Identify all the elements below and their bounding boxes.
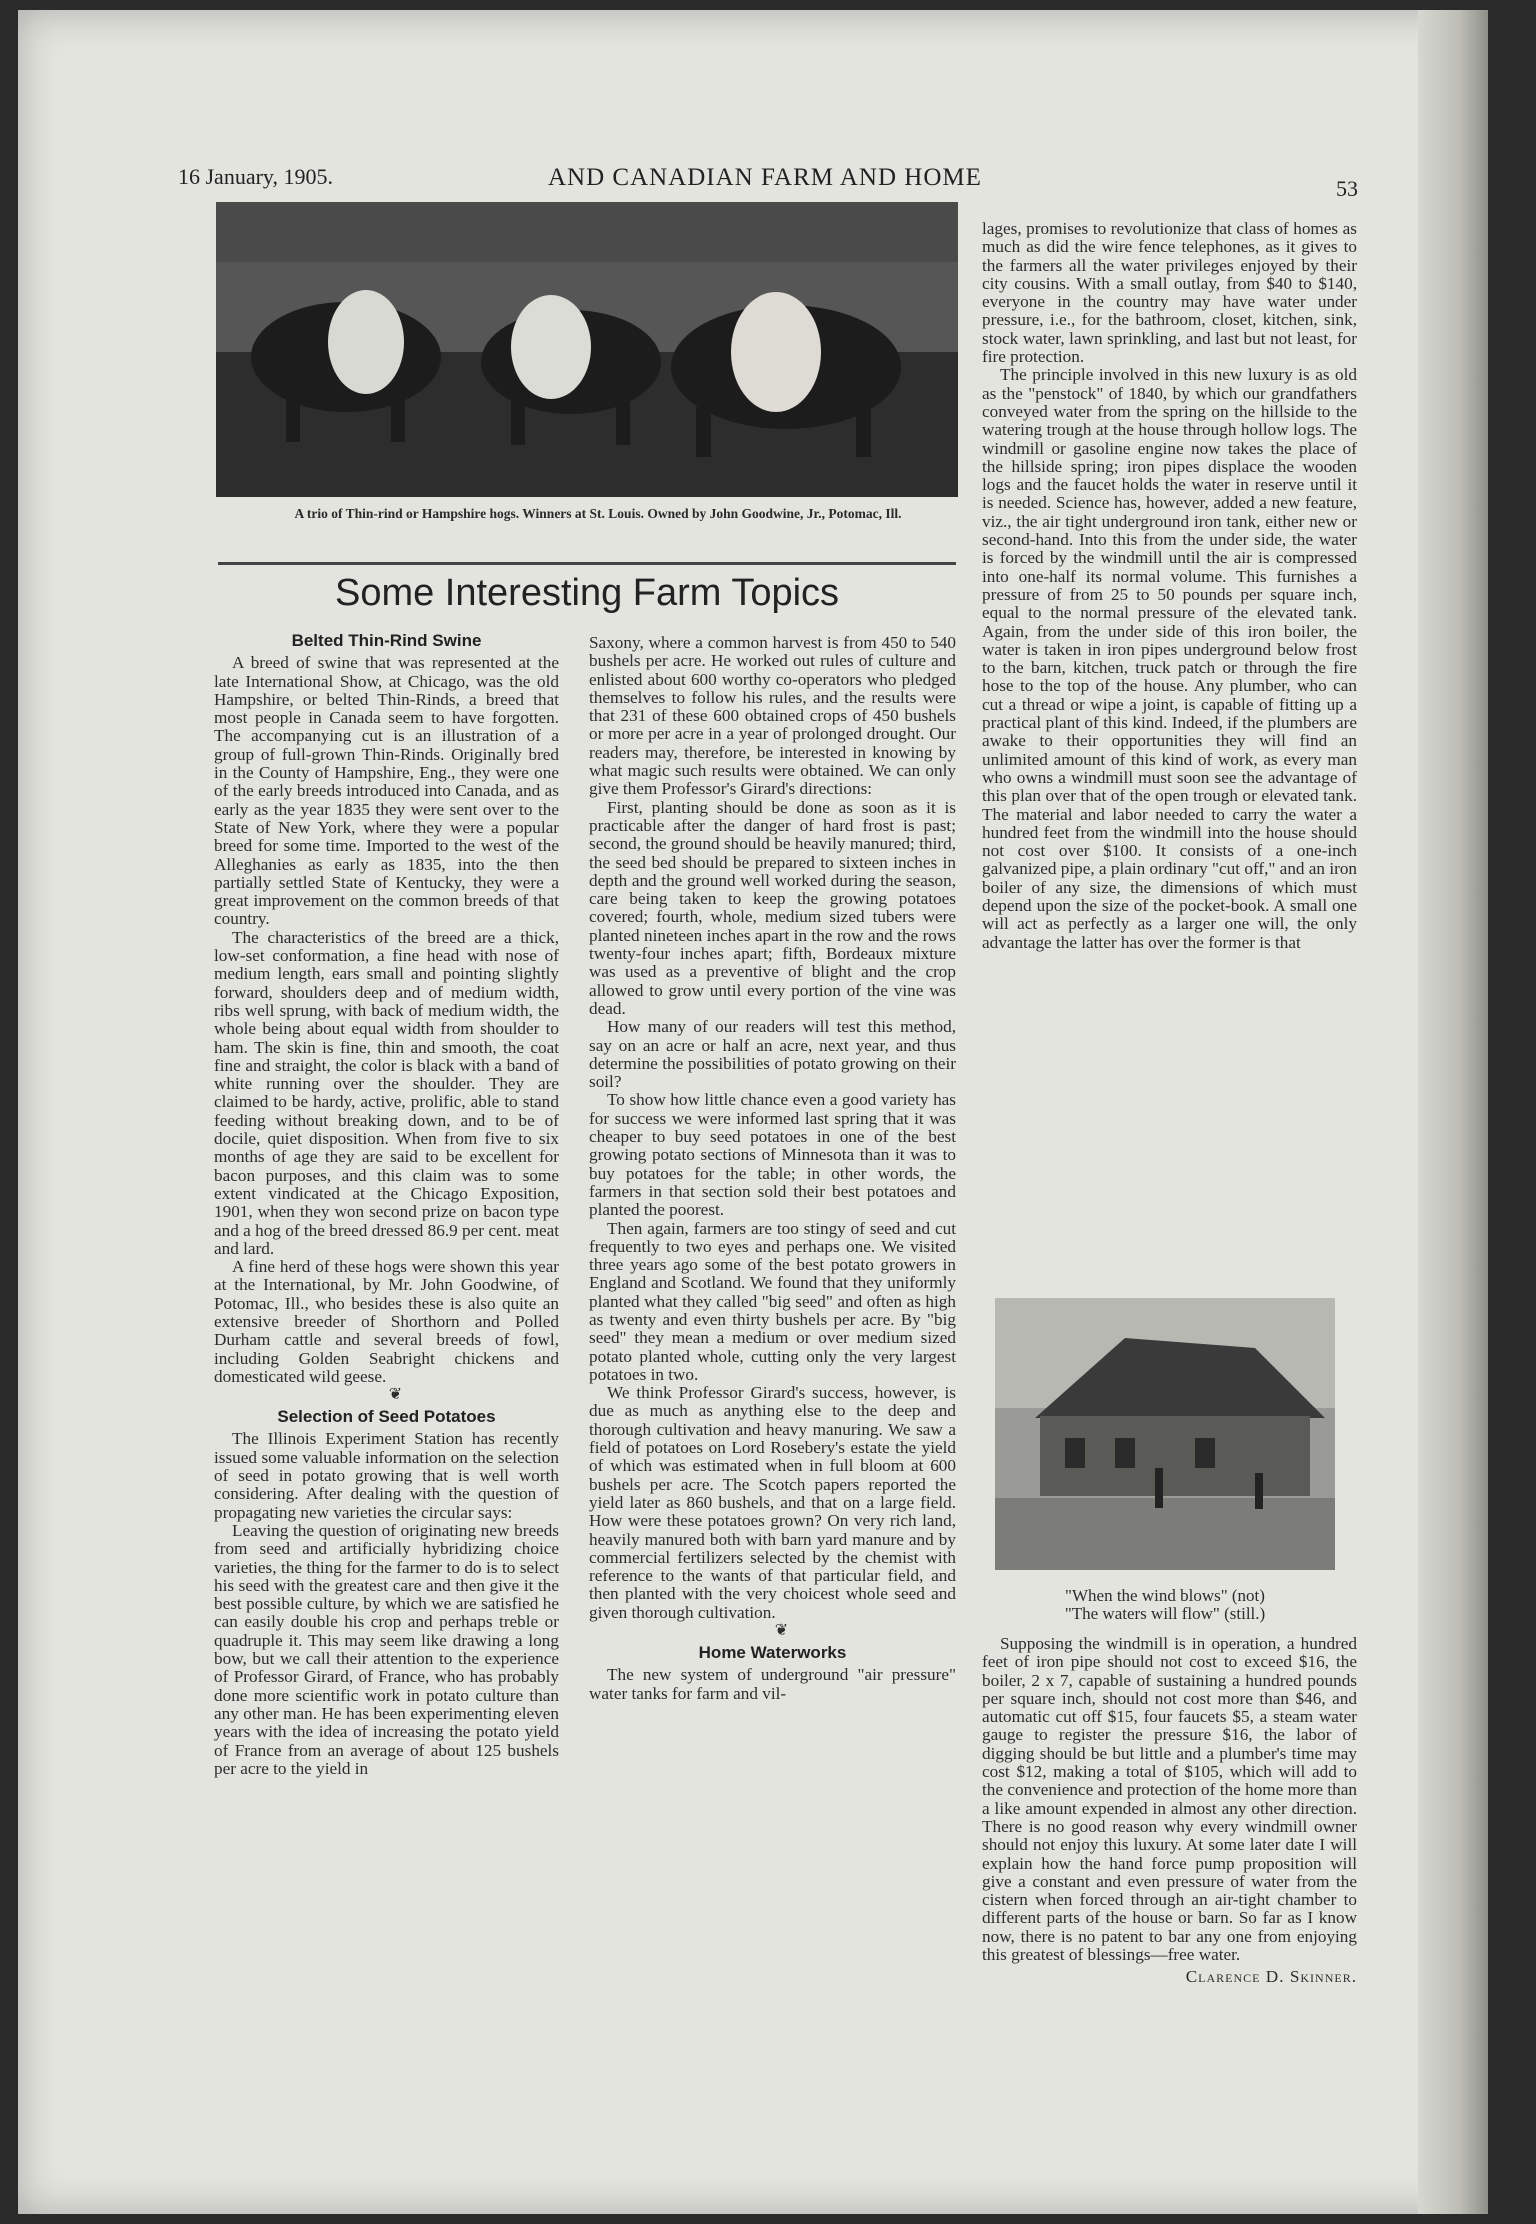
section-heading-waterworks: Home Waterworks <box>698 1643 847 1663</box>
paragraph: lages, promises to revolutionize that class of homes as much as did the wire fence telephones, as it gives to the farmers all the water privileges enjoyed by their city cousins. With a small outlay, from $40 to $140, everyone in the country may have water under pressure, i.e., for the bathroom, closet, kitchen, sink, stock water, lawn sprinkling, and last but not least, for fire protection. <box>982 219 1357 367</box>
paragraph: The new system of underground "air pressure" water tanks for farm and vil- <box>589 1665 956 1703</box>
column-3 <box>982 220 1357 952</box>
paragraph: To show how little chance even a good variety has for success we were informed last spring that it was cheaper to buy seed potatoes in one of the best growing potato sections of Minnesota than it was to buy potatoes for the table; in other words, the farmers in that section sold their best potatoes and planted the poorest. <box>589 1090 956 1220</box>
page-header <box>178 160 1358 201</box>
windmill-photo-caption <box>995 1587 1335 1623</box>
paragraph: First, planting should be done as soon as it is practicable after the danger of hard frost is past; second, the ground should be heavily manured; third, the seed bed should be prepared to sixteen inches in depth and the ground well worked during the season, care being taken to keep the growing potatoes covered; fourth, whole, medium sized tubers were planted nineteen inches apart in the row and the rows twenty-four inches apart; fifth, Bordeaux mixture was used as a preventive of blight and the crop allowed to grow until every portion of the vine was dead. <box>589 797 956 1018</box>
section-heading-swine: Belted Thin-Rind Swine <box>291 631 482 650</box>
issue-date: 16 January, 1905. <box>178 164 333 189</box>
paragraph: Saxony, where a common harvest is from 450 to 540 bushels per acre. He worked out rules of culture and enlisted about 600 worthy co-operators who pledged themselves to follow his rules, and the results were that 231 of these 600 obtained crops of 450 bushels or more per acre in a year of prolonged drought. Our readers may, therefore, be interested in knowing by what magic such results were obtained. We can only give them Professor's Girard's directions: <box>589 633 956 799</box>
paragraph: How many of our readers will test this method, say on an acre or half an acre, next year, and thus determine the possibilities of potato growing on their soil? <box>589 1017 956 1092</box>
page-binding <box>1418 10 1488 2214</box>
title-rule <box>218 562 956 565</box>
paragraph: A breed of swine that was represented at the late International Show, at Chicago, was the old Hampshire, or belted Thin-Rinds, a breed that most people in Canada seem to have forgotten. The accompanying cut is an illustration of a group of full-grown Thin-Rinds. Originally bred in the County of Hampshire, Eng., they were one of the early breeds introduced into Canada, and as early as the year 1835 they were sent over to the State of New York, where they were a popular breed for some time. Imported to the west of the Alleghanies as early as 1835, into the then partially settled State of Kentucky, they were a great improvement on the common breeds of that country. <box>214 653 559 929</box>
column-2 <box>589 634 956 1703</box>
page-number: 53 <box>1336 176 1358 201</box>
paragraph: We think Professor Girard's success, however, is due as much as anything else to the deep and thorough cultivation and heavy manuring. We saw a field of potatoes on Lord Rosebery's estate the yield of which was estimated when in full bloom at 600 bushels per acre. The Scotch papers reported the yield later as 860 bushels, and that on a large field. How were these potatoes grown? On very rich land, heavily manured both with barn yard manure and by commercial fertilizers selected by the chemist with reference to the wants of that particular field, and then planted with the very choicest whole seed and given thorough cultivation. <box>589 1383 956 1622</box>
hogs-photo <box>216 202 958 497</box>
caption-line: "The waters will flow" (still.) <box>1064 1604 1266 1623</box>
article-title: Some Interesting Farm Topics <box>334 572 840 614</box>
publication-title: AND CANADIAN FARM AND HOME <box>548 164 982 191</box>
paragraph: A fine herd of these hogs were shown this year at the International, by Mr. John Goodwine, of Potomac, Ill., who besides these is also quite an extensive breeder of Shorthorn and Polled Durham cattle and several breeds of fowl, including Golden Seabright chickens and domesticated wild geese. <box>214 1257 559 1386</box>
paragraph: Leaving the question of originating new breeds from seed and artificially hybridizing choice varieties, the thing for the farmer to do is to select his seed with the greatest care and then give it the best possible culture, by which we are satisfied he can easily double his crop and perhaps treble or quadruple it. This may seem like drawing a long bow, but we call their attention to the experience of Professor Girard, of France, who has probably done more scientific work in potato culture than any other man. He has been experimenting eleven years with the idea of increasing the potato yield of France from an average of about 125 bushels per acre to the yield in <box>214 1520 559 1778</box>
column-4 <box>982 1635 1357 1987</box>
paragraph: The Illinois Experiment Station has recently issued some valuable information on the selection of seed in potato growing that is well worth considering. After dealing with the question of propagating new varieties the circular says: <box>214 1429 559 1522</box>
paragraph: Then again, farmers are too stingy of seed and cut frequently to two eyes and perhaps one. We visited three years ago some of the best potato growers in England and Scotland. We found that they uniformly planted what they called "big seed" and often as high as twenty and even thirty bushels per acre. By "big seed" they mean a medium or over medium sized potato planted whole, cutting only the very largest potatoes in two. <box>589 1218 956 1384</box>
caption-line: "When the wind blows" (not) <box>1065 1586 1265 1605</box>
author-signature: Clarence D. Skinner. <box>1185 1967 1357 1987</box>
paragraph: The principle involved in this new luxury is as old as the "penstock" of 1840, by which our grandfathers conveyed water from the spring on the hillside to the watering trough at the house through hollow logs. The windmill or gasoline engine now takes the place of the hillside spring; iron pipes displace the wooden logs and the faucet holds the water in reserve until it is needed. Science has, however, added a new feature, viz., the air tight underground iron tank, either new or second-hand. Into this from the under side, the water is forced by the windmill until the air is compressed into one-half its normal volume. This furnishes a pressure of from 25 to 50 pounds per square inch, equal to the normal pressure of the elevated tank. Again, from the under side of this iron boiler, the water is taken in iron pipes underground below frost to the barn, kitchen, truck patch or through the fire hose to the top of the house. Any plumber, who can cut a thread or wipe a joint, is capable of fitting up a practical plant of this kind. Indeed, if the plumbers are awake to their opportunities they will find an unlimited amount of this kind of work, as every man who owns a windmill must soon see the advantage of this plan over that of the open trough or elevated tank. The material and labor needed to carry the water a hundred feet from the windmill into the house should not cost over $100. It consists of a one-inch galvanized pipe, a plain ordinary "cut off," and an iron boiler of any size, the dimensions of which must depend upon the size of the pocket-book. A small one will act as perfectly as a larger one will, the only advantage the latter has over the former is that <box>982 365 1358 952</box>
hogs-photo-caption: A trio of Thin-rind or Hampshire hogs. Winners at St. Louis. Owned by John Goodwine, Jr., Potomac, Ill. <box>294 506 902 521</box>
paragraph: Supposing the windmill is in operation, a hundred feet of iron pipe should not cost to exceed $16, the boiler, 2 x 7, capable of sustaining a hundred pounds per square inch, should not cost more than $46, and automatic cut off $15, four faucets $5, a steam water gauge to register the pressure $16, the labor of digging should be but little and a plumber's time may cost $12, making a total of $105, which will add to the convenience and protection of the home more than a like amount expended in almost any other direction. There is no good reason why every windmill owner should not enjoy this luxury. At some later date I will explain how the hand force pump proposition will give a constant and even pressure of water from the cistern when forced through an air-tight chamber to different parts of the house or barn. So far as I know now, there is no patent to bar any one from enjoying this greatest of blessings—free water. <box>982 1634 1357 1965</box>
ornament-glyph: ❦ <box>774 1622 789 1640</box>
ornament-glyph: ❦ <box>388 1386 403 1404</box>
paragraph: The characteristics of the breed are a thick, low-set conformation, a fine head with nose of medium length, ears small and pointing slightly forward, shoulders deep and of medium width, ribs well sprung, with back of medium width, the whole being about equal width from shoulder to ham. The skin is fine, thin and smooth, the coat fine and straight, the color is black with a band of white running over the shoulder. They are claimed to be hardy, active, prolific, able to stand feeding without breaking down, and to be of docile, quiet disposition. When from five to six months of age they are said to be excellent for bacon purposes, and this claim was to some extent vindicated at the Chicago Exposition, 1901, when they won second prize on bacon type and a hog of the breed dressed 86.9 per cent. meat and lard. <box>214 927 559 1258</box>
column-1 <box>214 628 559 1778</box>
windmill-house-photo <box>995 1298 1335 1570</box>
section-heading-potatoes: Selection of Seed Potatoes <box>277 1407 496 1427</box>
newspaper-page <box>18 10 1488 2214</box>
